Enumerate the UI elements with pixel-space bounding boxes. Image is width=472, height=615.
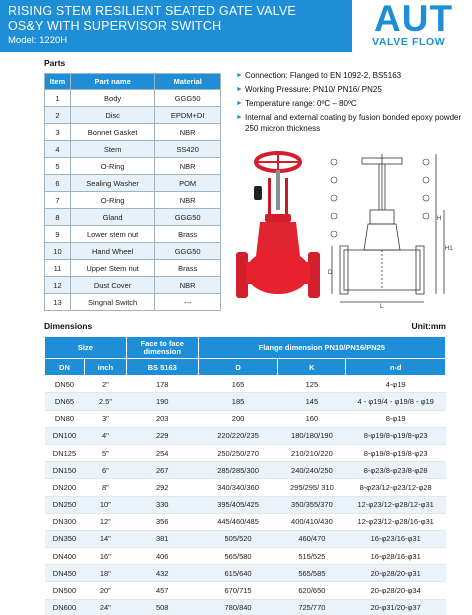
dimensions-unit: Unit:mm [411, 321, 446, 331]
model-label: Model: 1220H [8, 35, 68, 46]
parts-cell-item: 2 [45, 107, 71, 124]
parts-cell-item: 10 [45, 243, 71, 260]
dims-cell-dn: DN450 [45, 565, 85, 582]
dims-cell-inch: 3" [84, 410, 126, 427]
parts-body [45, 90, 221, 311]
parts-row [45, 226, 221, 243]
dims-row [45, 479, 446, 496]
dims-cell-k: 180/180/190 [278, 427, 346, 444]
dims-row [45, 513, 446, 530]
dims-cell-d: 165 [198, 376, 278, 393]
parts-cell-material: GGG50 [155, 243, 221, 260]
dims-row [45, 462, 446, 479]
dims-cell-d: 505/520 [198, 530, 278, 547]
header-banner [0, 0, 472, 52]
dims-cell-k: 210/210/220 [278, 444, 346, 461]
dims-cell-inch: 24" [84, 599, 126, 615]
parts-table [44, 73, 221, 311]
dims-row [45, 496, 446, 513]
dims-cell-d: 565/580 [198, 548, 278, 565]
dims-cell-nd: 8-φ19/8-φ19/8-φ23 [346, 444, 446, 461]
spec-text: Working Pressure: PN10/ PN16/ PN25 [245, 85, 382, 94]
parts-cell-name: Upper Stem nut [70, 260, 154, 277]
dims-cell-nd: 20-φ31/20-φ37 [346, 599, 446, 615]
dims-cell-inch: 6" [84, 462, 126, 479]
dims-row [45, 530, 446, 547]
parts-cell-item: 9 [45, 226, 71, 243]
dims-cell-dn: DN125 [45, 444, 85, 461]
dims-cell-d: 615/640 [198, 565, 278, 582]
parts-row [45, 260, 221, 277]
parts-title: Parts [44, 58, 66, 68]
dims-cell-nd: 8-φ19/8-φ19/8-φ23 [346, 427, 446, 444]
parts-row [45, 90, 221, 107]
parts-row [45, 277, 221, 294]
parts-cell-material: GGG50 [155, 209, 221, 226]
parts-cell-material: NBR [155, 124, 221, 141]
dims-cell-dn: DN400 [45, 548, 85, 565]
drawing-label-h: H [437, 216, 442, 222]
brand-logo [352, 0, 472, 52]
parts-cell-material: EPDM+DI [155, 107, 221, 124]
dims-cell-bs: 432 [126, 565, 198, 582]
dims-cell-dn: DN500 [45, 582, 85, 599]
parts-cell-material: SS420 [155, 141, 221, 158]
parts-cell-material: Brass [155, 260, 221, 277]
dims-cell-inch: 4" [84, 427, 126, 444]
dims-cell-k: 565/585 [278, 565, 346, 582]
parts-cell-name: Body [70, 90, 154, 107]
dims-head-flange: Flange dimension PN10/PN16/PN25 [198, 337, 445, 359]
drawing-label-h1: H1 [445, 246, 453, 252]
dims-body [45, 376, 446, 615]
parts-row [45, 243, 221, 260]
valve-photo [230, 148, 326, 308]
dims-cell-bs: 178 [126, 376, 198, 393]
dims-cell-dn: DN200 [45, 479, 85, 496]
parts-row [45, 141, 221, 158]
parts-row [45, 175, 221, 192]
parts-cell-name: Sealing Washer [70, 175, 154, 192]
spec-item [236, 70, 468, 81]
parts-cell-name: Gland [70, 209, 154, 226]
dims-row [45, 548, 446, 565]
dims-cell-d: 780/840 [198, 599, 278, 615]
dims-head-size: Size [45, 337, 127, 359]
dims-cell-bs: 203 [126, 410, 198, 427]
dims-cell-nd: 12-φ23/12-φ28/16-φ31 [346, 513, 446, 530]
parts-cell-item: 11 [45, 260, 71, 277]
dims-cell-k: 160 [278, 410, 346, 427]
dims-cell-nd: 8-φ19 [346, 410, 446, 427]
dims-cell-bs: 406 [126, 548, 198, 565]
dims-cell-inch: 8" [84, 479, 126, 496]
parts-cell-item: 1 [45, 90, 71, 107]
dims-cell-bs: 267 [126, 462, 198, 479]
dims-cell-nd: 8-φ23/12-φ23/12-φ28 [346, 479, 446, 496]
parts-cell-item: 3 [45, 124, 71, 141]
parts-cell-item: 8 [45, 209, 71, 226]
dims-cell-d: 670/715 [198, 582, 278, 599]
parts-cell-material: Brass [155, 226, 221, 243]
dims-cell-dn: DN65 [45, 393, 85, 410]
dims-cell-d: 220/220/235 [198, 427, 278, 444]
spec-item [236, 112, 468, 134]
arrow-bullet-icon: ► [236, 72, 243, 79]
parts-col-item: Item [45, 74, 71, 90]
dims-cell-bs: 254 [126, 444, 198, 461]
dims-col-dn: DN [45, 359, 85, 376]
dims-cell-k: 350/355/370 [278, 496, 346, 513]
dims-cell-k: 460/470 [278, 530, 346, 547]
parts-cell-material: POM [155, 175, 221, 192]
dims-cell-inch: 12" [84, 513, 126, 530]
drawing-label-d: D [328, 270, 333, 276]
parts-cell-item: 13 [45, 294, 71, 311]
spec-list [236, 70, 468, 137]
arrow-bullet-icon: ► [236, 100, 243, 107]
dims-cell-inch: 2.5" [84, 393, 126, 410]
spec-text: Internal and external coating by fusion bonded epoxy powder 250 micron thickness [245, 113, 462, 133]
dims-header-row-1 [45, 337, 446, 359]
dims-col-d: D [198, 359, 278, 376]
dims-cell-inch: 18" [84, 565, 126, 582]
dims-row [45, 410, 446, 427]
dims-cell-d: 445/460/485 [198, 513, 278, 530]
parts-cell-name: Dust Cover [70, 277, 154, 294]
dims-cell-nd: 12-φ23/12-φ28/12-φ31 [346, 496, 446, 513]
dims-cell-nd: 20-φ28/20-φ31 [346, 565, 446, 582]
dims-col-nd: n-d [346, 359, 446, 376]
dims-cell-nd: 16-φ28/16-φ31 [346, 548, 446, 565]
parts-cell-material: GGG50 [155, 90, 221, 107]
dims-col-bs: BS 5163 [126, 359, 198, 376]
parts-col-material: Material [155, 74, 221, 90]
dims-row [45, 599, 446, 615]
dims-cell-bs: 292 [126, 479, 198, 496]
parts-cell-item: 6 [45, 175, 71, 192]
parts-col-name: Part name [70, 74, 154, 90]
dims-cell-bs: 457 [126, 582, 198, 599]
parts-cell-name: O-Ring [70, 192, 154, 209]
dims-cell-d: 185 [198, 393, 278, 410]
title-line-2: OS&Y WITH SUPERVISOR SWITCH [8, 19, 222, 33]
parts-row [45, 107, 221, 124]
dims-col-inch: inch [84, 359, 126, 376]
dims-cell-k: 400/410/430 [278, 513, 346, 530]
dims-cell-dn: DN150 [45, 462, 85, 479]
dims-cell-bs: 190 [126, 393, 198, 410]
dims-row [45, 393, 446, 410]
parts-cell-name: Bonnet Gasket [70, 124, 154, 141]
parts-cell-item: 4 [45, 141, 71, 158]
parts-cell-material: --- [155, 294, 221, 311]
parts-cell-name: Lower stem nut [70, 226, 154, 243]
dims-cell-dn: DN250 [45, 496, 85, 513]
dims-cell-inch: 10" [84, 496, 126, 513]
dims-col-k: K [278, 359, 346, 376]
parts-row [45, 209, 221, 226]
dims-cell-bs: 229 [126, 427, 198, 444]
dims-cell-d: 340/340/360 [198, 479, 278, 496]
parts-header-row [45, 74, 221, 90]
dims-cell-d: 200 [198, 410, 278, 427]
arrow-bullet-icon: ► [236, 114, 243, 121]
dims-cell-d: 395/405/425 [198, 496, 278, 513]
dims-cell-k: 125 [278, 376, 346, 393]
arrow-bullet-icon: ► [236, 86, 243, 93]
title-line-1: RISING STEM RESILIENT SEATED GATE VALVE [8, 4, 296, 18]
dims-cell-bs: 330 [126, 496, 198, 513]
dims-cell-dn: DN350 [45, 530, 85, 547]
brand-subtitle: VALVE FLOW [372, 36, 446, 48]
dims-cell-k: 240/240/250 [278, 462, 346, 479]
dims-cell-inch: 20" [84, 582, 126, 599]
dims-cell-dn: DN100 [45, 427, 85, 444]
dims-cell-k: 725/770 [278, 599, 346, 615]
dimensions-title: Dimensions [44, 321, 93, 331]
dims-cell-inch: 14" [84, 530, 126, 547]
dims-cell-inch: 2" [84, 376, 126, 393]
drawing-label-l: L [380, 304, 384, 310]
dims-cell-d: 285/285/300 [198, 462, 278, 479]
dimensions-table [44, 336, 446, 615]
dims-cell-k: 145 [278, 393, 346, 410]
dims-cell-k: 295/295/ 310 [278, 479, 346, 496]
dims-cell-k: 515/525 [278, 548, 346, 565]
dims-cell-inch: 5" [84, 444, 126, 461]
brand-name: AUT [374, 0, 454, 39]
parts-cell-item: 12 [45, 277, 71, 294]
dims-row [45, 427, 446, 444]
spec-item [236, 84, 468, 95]
dims-header-row-2 [45, 359, 446, 376]
dims-cell-nd: 8-φ23/8-φ23/8-φ28 [346, 462, 446, 479]
parts-cell-material: NBR [155, 277, 221, 294]
valve-technical-drawing [326, 150, 466, 310]
dims-cell-bs: 356 [126, 513, 198, 530]
parts-cell-name: Hand Wheel [70, 243, 154, 260]
dims-cell-dn: DN300 [45, 513, 85, 530]
dims-row [45, 582, 446, 599]
dims-cell-dn: DN600 [45, 599, 85, 615]
parts-cell-name: Singnal Switch [70, 294, 154, 311]
dims-cell-bs: 381 [126, 530, 198, 547]
spec-text: Temperature range: 0ºC – 80ºC [245, 99, 357, 108]
parts-row [45, 158, 221, 175]
dims-cell-d: 250/250/270 [198, 444, 278, 461]
dims-cell-nd: 4 - φ19/4 - φ19/8 - φ19 [346, 393, 446, 410]
dims-row [45, 376, 446, 393]
dims-row [45, 444, 446, 461]
parts-cell-material: NBR [155, 192, 221, 209]
spec-item [236, 98, 468, 109]
dims-cell-dn: DN80 [45, 410, 85, 427]
parts-cell-name: Stem [70, 141, 154, 158]
dims-cell-nd: 4-φ19 [346, 376, 446, 393]
parts-row [45, 294, 221, 311]
parts-row [45, 124, 221, 141]
parts-cell-material: NBR [155, 158, 221, 175]
dims-cell-nd: 20-φ28/20-φ34 [346, 582, 446, 599]
dims-cell-k: 620/650 [278, 582, 346, 599]
dims-cell-bs: 508 [126, 599, 198, 615]
dims-cell-dn: DN50 [45, 376, 85, 393]
dims-head-face: Face to face dimension [126, 337, 198, 359]
dims-cell-nd: 16-φ23/16-φ31 [346, 530, 446, 547]
spec-text: Connection: Flanged to EN 1092-2, BS5163 [245, 71, 402, 80]
dims-row [45, 565, 446, 582]
parts-row [45, 192, 221, 209]
parts-cell-name: Disc [70, 107, 154, 124]
parts-cell-name: O-Ring [70, 158, 154, 175]
dims-cell-inch: 16" [84, 548, 126, 565]
parts-cell-item: 7 [45, 192, 71, 209]
parts-cell-item: 5 [45, 158, 71, 175]
